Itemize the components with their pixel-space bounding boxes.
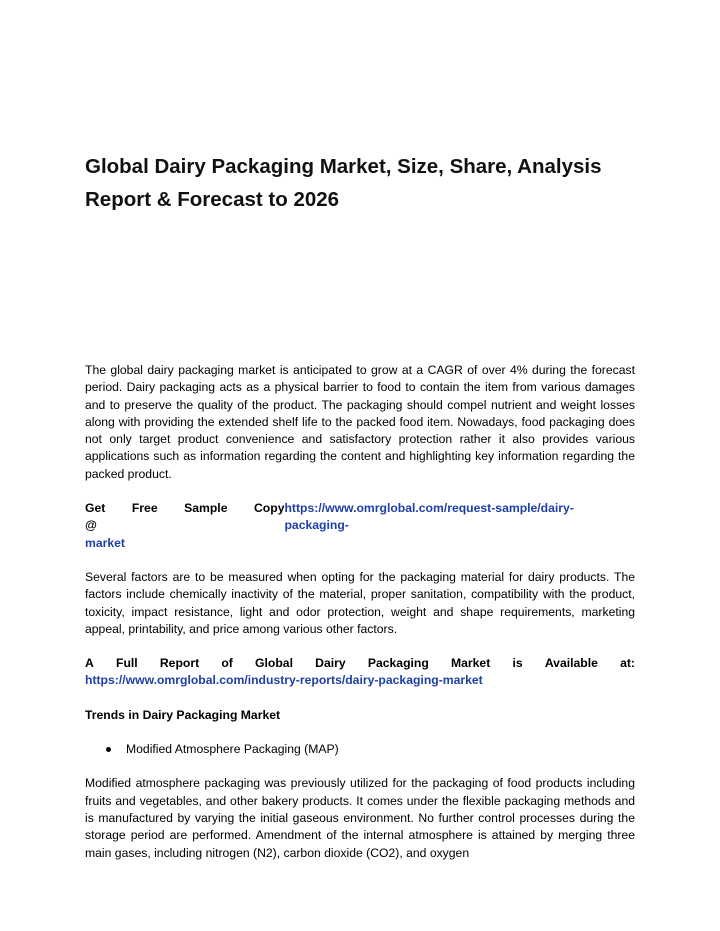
full-report-word: Packaging — [367, 656, 429, 671]
full-report-word: at: — [620, 656, 635, 671]
bullet-dot-icon — [106, 747, 111, 752]
sample-first-line — [85, 500, 635, 535]
intro-paragraph: The global dairy packaging market is anticipated to grow at a CAGR of over 4% during the forecast period. Dairy packaging acts as a physical barrier to food to contain the item from various damages and to preserve the quality of the product. The packaging should compel nutrient and weight losses along with providing the extended shelf life to the packed food item. Nowadays, food packaging does not only target product convenience and satisfactory protection rather it also provides various applications such as information regarding the content and highlighting key information regarding the packed product. — [85, 363, 635, 481]
full-report-word: Full — [116, 656, 138, 671]
full-report-word: A — [85, 656, 94, 671]
full-report-word: Report — [159, 656, 200, 671]
trends-heading: Trends in Dairy Packaging Market — [85, 707, 281, 722]
page-title — [85, 150, 645, 216]
sample-link[interactable]: https://www.omrglobal.com/request-sample/dairy-packaging- — [284, 501, 574, 533]
sample-label: Get Free Sample Copy @ — [85, 501, 285, 533]
full-report-paragraph — [85, 655, 635, 690]
title-line-1: Global Dairy Packaging Market, Size, Share, Analysis — [85, 155, 602, 178]
full-report-word: Global — [255, 656, 293, 671]
list-item — [85, 741, 635, 758]
title-line-2: Report & Forecast to 2026 — [85, 188, 340, 211]
full-report-label — [85, 655, 635, 672]
document-body — [85, 362, 635, 862]
sample-paragraph — [85, 500, 635, 552]
list-item-label: Modified Atmosphere Packaging (MAP) — [126, 742, 339, 757]
trends-list — [85, 741, 635, 758]
sample-link-continued[interactable]: market — [85, 535, 125, 550]
map-paragraph: Modified atmosphere packaging was previously utilized for the packaging of food products including fruits and vegetables, and other bakery products. It comes under the flexible packaging methods and is manufactured by varying the initial gaseous environment. No further control processes during the storage period are performed. Amendment of the internal atmosphere is attained by merging three main gases, including nitrogen (N2), carbon dioxide (CO2), and oxygen — [85, 776, 635, 860]
factors-paragraph: Several factors are to be measured when opting for the packaging material for dairy products. The factors include chemically inactivity of the material, proper sanitation, compatibility with the product, toxicity, impact resistance, light and odor protection, weight and shape requirements, marketing appeal, printability, and price among various other factors. — [85, 569, 635, 636]
full-report-word: Available — [544, 656, 598, 671]
full-report-link[interactable]: https://www.omrglobal.com/industry-reports/dairy-packaging-market — [85, 673, 483, 688]
full-report-word: Dairy — [315, 656, 346, 671]
full-report-word: Market — [450, 656, 491, 671]
full-report-word: is — [512, 656, 523, 671]
full-report-word: of — [221, 656, 233, 671]
